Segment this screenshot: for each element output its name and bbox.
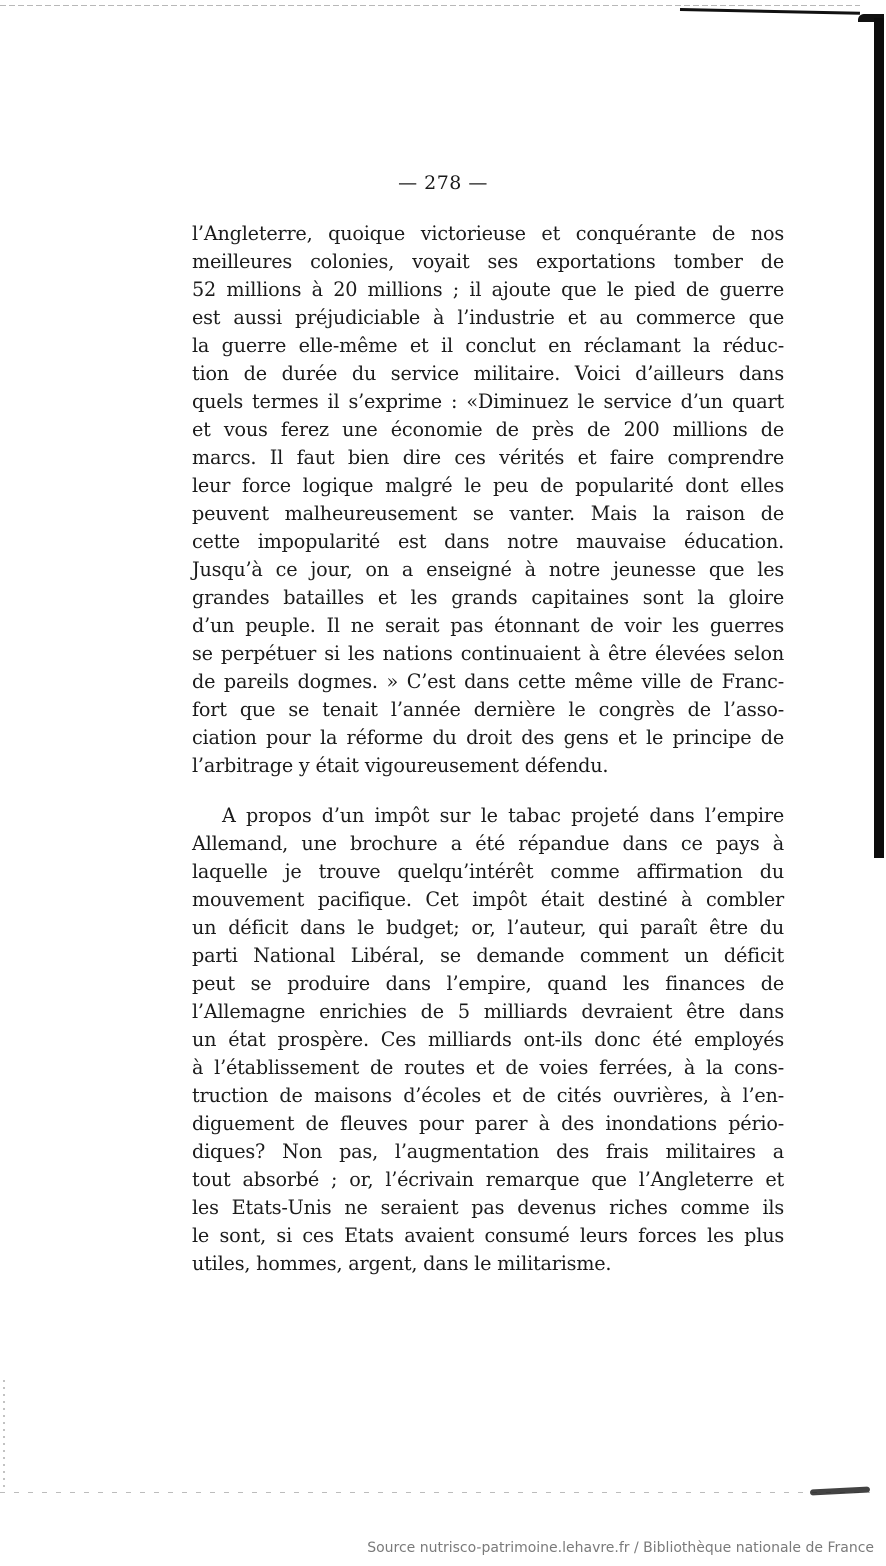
text-line: le sont, si ces Etats avaient consumé leurs forces les plus: [192, 1224, 784, 1247]
text-line: grandes batailles et les grands capitaines sont la gloire: [192, 586, 784, 609]
text-line: les Etats-Unis ne seraient pas devenus riches comme ils: [192, 1196, 784, 1219]
scan-bottom-smudge: [810, 1486, 870, 1495]
text-line: fort que se tenait l’année dernière le congrès de l’asso-: [192, 698, 784, 721]
text-line: 52 millions à 20 millions ; il ajoute que le pied de guerre: [192, 278, 784, 301]
text-line: cette impopularité est dans notre mauvaise éducation.: [192, 530, 784, 553]
paragraph-1: [192, 220, 784, 780]
scan-bottom-border: [0, 1492, 870, 1493]
text-line: est aussi préjudiciable à l’industrie et au commerce que: [192, 306, 784, 329]
text-line: meilleures colonies, voyait ses exportations tomber de: [192, 250, 784, 273]
text-line: un déficit dans le budget; or, l’auteur, qui paraît être du: [192, 916, 784, 939]
scan-right-edge-shadow: [874, 18, 884, 858]
text-line: à l’établissement de routes et de voies ferrées, à la cons-: [192, 1056, 784, 1079]
body-text: [192, 220, 784, 1278]
paragraph-gap: [192, 780, 784, 802]
text-line: l’arbitrage y était vigoureusement défendu.: [192, 754, 609, 777]
scan-top-edge-mark: [680, 8, 860, 15]
text-line: tion de durée du service militaire. Voici d’ailleurs dans: [192, 362, 784, 385]
text-line: diguement de fleuves pour parer à des inondations pério-: [192, 1112, 784, 1135]
text-line: utiles, hommes, argent, dans le militarisme.: [192, 1252, 612, 1275]
text-line: ciation pour la réforme du droit des gens et le principe de: [192, 726, 784, 749]
text-line: marcs. Il faut bien dire ces vérités et faire comprendre: [192, 446, 784, 469]
text-line: d’un peuple. Il ne serait pas étonnant de voir les guerres: [192, 614, 784, 637]
text-line: Jusqu’à ce jour, on a enseigné à notre jeunesse que les: [192, 558, 784, 581]
text-line: peuvent malheureusement se vanter. Mais la raison de: [192, 502, 784, 525]
text-line: tout absorbé ; or, l’écrivain remarque que l’Angleterre et: [192, 1168, 784, 1191]
source-attribution: Source nutrisco-patrimoine.lehavre.fr / Bibliothèque nationale de France: [367, 1540, 874, 1556]
text-line: quels termes il s’exprime : «Diminuez le service d’un quart: [192, 390, 784, 413]
text-line: leur force logique malgré le peu de popularité dont elles: [192, 474, 784, 497]
text-line: de pareils dogmes. » C’est dans cette même ville de Franc-: [192, 670, 784, 693]
text-line: et vous ferez une économie de près de 200 millions de: [192, 418, 784, 441]
text-line: Allemand, une brochure a été répandue dans ce pays à: [192, 832, 784, 855]
text-line: A propos d’un impôt sur le tabac projeté dans l’empire: [222, 804, 784, 827]
text-line: peut se produire dans l’empire, quand les finances de: [192, 972, 784, 995]
text-line: l’Angleterre, quoique victorieuse et conquérante de nos: [192, 222, 784, 245]
scan-left-margin-marks: [3, 1380, 5, 1490]
paragraph-2: [192, 802, 784, 1278]
text-line: un état prospère. Ces milliards ont-ils donc été employés: [192, 1028, 784, 1051]
page-number: — 278 —: [398, 172, 488, 194]
text-line: parti National Libéral, se demande comment un déficit: [192, 944, 784, 967]
text-line: mouvement pacifique. Cet impôt était destiné à combler: [192, 888, 784, 911]
text-line: laquelle je trouve quelqu’intérêt comme affirmation du: [192, 860, 784, 883]
text-line: la guerre elle-même et il conclut en réclamant la réduc-: [192, 334, 784, 357]
text-line: l’Allemagne enrichies de 5 milliards devraient être dans: [192, 1000, 784, 1023]
text-line: diques? Non pas, l’augmentation des frais militaires a: [192, 1140, 784, 1163]
text-line: se perpétuer si les nations continuaient à être élevées selon: [192, 642, 784, 665]
text-line: truction de maisons d’écoles et de cités ouvrières, à l’en-: [192, 1084, 784, 1107]
scan-top-border: [0, 5, 860, 6]
